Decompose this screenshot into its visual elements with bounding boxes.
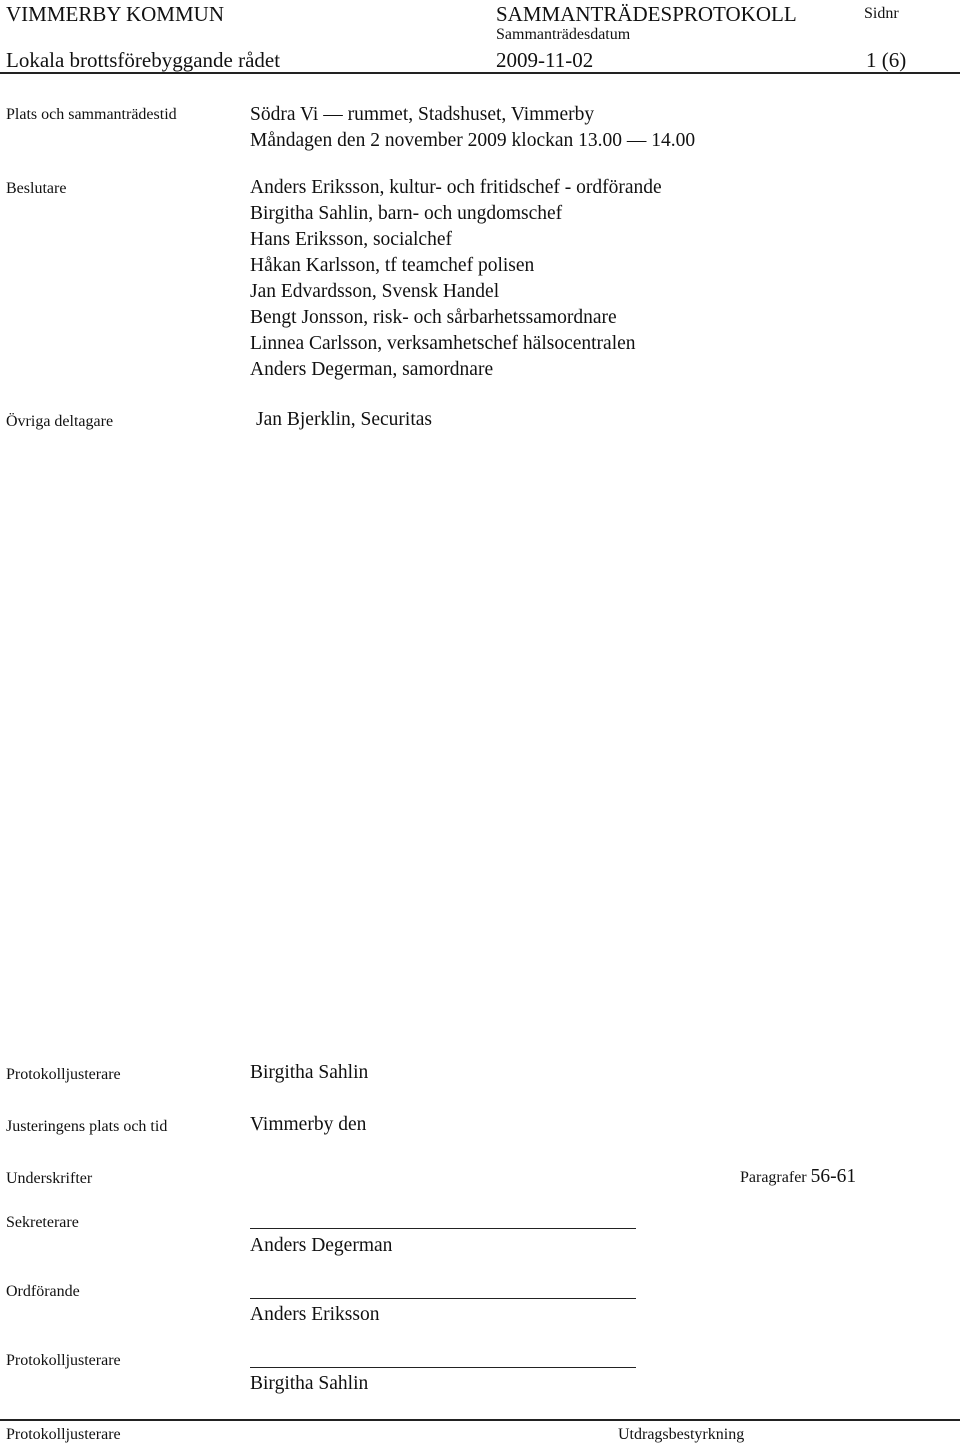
- org-name: VIMMERBY KOMMUN: [6, 2, 224, 26]
- committee-name: Lokala brottsförebyggande rådet: [6, 48, 281, 72]
- footer-adjuster-label: Protokolljusterare: [6, 1426, 121, 1443]
- page-number-label: Sidnr: [864, 5, 899, 22]
- place-block: [250, 102, 695, 154]
- adjuster-sign-name: Birgitha Sahlin: [250, 1373, 369, 1394]
- paragraphs-label: Paragrafer: [740, 1169, 807, 1186]
- adjust-place-value: Vimmerby den: [250, 1114, 367, 1135]
- decider-item: Anders Degerman, samordnare: [250, 359, 494, 380]
- other-participants-value: Jan Bjerklin, Securitas: [256, 409, 433, 430]
- page-number: 1 (6): [866, 48, 907, 72]
- footer-extract-label: Utdragsbestyrkning: [618, 1426, 745, 1443]
- chair-signature-line: [250, 1298, 636, 1299]
- time-line: Måndagen den 2 november 2009 klockan 13.00 — 14.00: [250, 130, 696, 151]
- secretary-name: Anders Degerman: [250, 1235, 393, 1256]
- header-rule: [0, 72, 960, 74]
- document-type: SAMMANTRÄDESPROTOKOLL: [496, 2, 797, 26]
- signatures-label: Underskrifter: [6, 1170, 93, 1187]
- secretary-signature-line: [250, 1228, 636, 1229]
- deciders-list: [250, 175, 662, 383]
- decider-item: Linnea Carlsson, verksamhetschef hälsocentralen: [250, 333, 636, 354]
- paragraphs-field: [740, 1166, 856, 1188]
- other-participants-label: Övriga deltagare: [6, 413, 114, 430]
- decider-item: Hans Eriksson, socialchef: [250, 229, 452, 250]
- chair-label: Ordförande: [6, 1283, 80, 1300]
- footer-rule: [0, 1419, 960, 1421]
- decider-item: Bengt Jonsson, risk- och sårbarhetssamordnare: [250, 307, 617, 328]
- deciders-label: Beslutare: [6, 180, 67, 197]
- decider-item: Håkan Karlsson, tf teamchef polisen: [250, 255, 535, 276]
- adjuster-label: Protokolljusterare: [6, 1066, 121, 1083]
- decider-item: Birgitha Sahlin, barn- och ungdomschef: [250, 203, 563, 224]
- decider-item: Jan Edvardsson, Svensk Handel: [250, 281, 500, 302]
- place-label: Plats och sammanträdestid: [6, 106, 177, 123]
- adjuster-sign-label: Protokolljusterare: [6, 1352, 121, 1369]
- chair-name: Anders Eriksson: [250, 1304, 380, 1325]
- decider-item: Anders Eriksson, kultur- och fritidschef - ordförande: [250, 177, 662, 198]
- meeting-date: 2009-11-02: [496, 48, 594, 72]
- adjuster-signature-line: [250, 1367, 636, 1368]
- place-line: Södra Vi — rummet, Stadshuset, Vimmerby: [250, 104, 595, 125]
- adjuster-value: Birgitha Sahlin: [250, 1062, 369, 1083]
- meeting-date-label: Sammanträdesdatum: [496, 26, 631, 43]
- adjust-place-label: Justeringens plats och tid: [6, 1118, 168, 1135]
- secretary-label: Sekreterare: [6, 1214, 79, 1231]
- paragraphs-value: 56-61: [810, 1166, 857, 1187]
